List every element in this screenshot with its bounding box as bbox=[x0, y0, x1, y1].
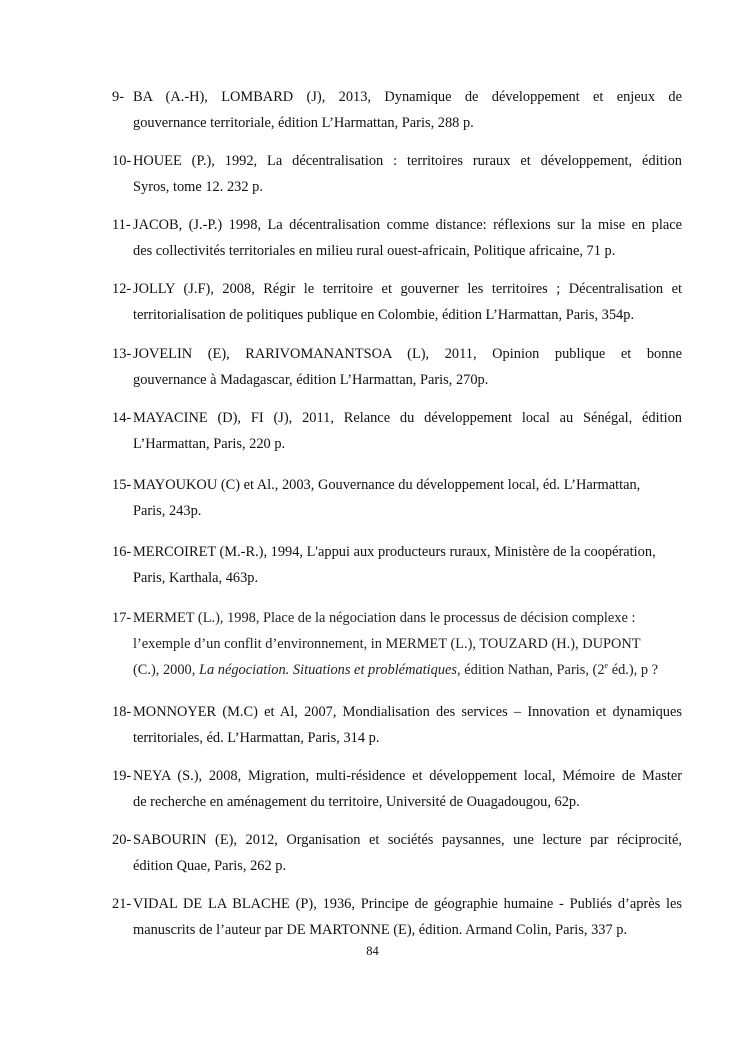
reference-line: Paris, 243p. bbox=[133, 503, 202, 519]
reference-text: éd.), p ? bbox=[608, 662, 659, 678]
reference-number: 18- bbox=[112, 704, 132, 720]
reference-number: 14- bbox=[112, 410, 132, 426]
reference-line: territorialisation de politiques publique en Colombie, édition L’Harmattan, Paris, 354p. bbox=[133, 307, 635, 323]
reference-line: manuscrits de l’auteur par DE MARTONNE (E), édition. Armand Colin, Paris, 337 p. bbox=[133, 922, 628, 938]
reference-entry bbox=[112, 84, 682, 136]
reference-entry bbox=[112, 472, 682, 524]
reference-line: JOLLY (J.F), 2008, Régir le territoire et gouverner les territoires ; Décentralisation et bbox=[133, 281, 682, 297]
reference-number: 17- bbox=[112, 610, 132, 626]
reference-entry bbox=[112, 539, 682, 591]
reference-line: gouvernance à Madagascar, édition L’Harmattan, Paris, 270p. bbox=[133, 372, 489, 388]
reference-number: 20- bbox=[112, 832, 132, 848]
reference-line: territoriales, éd. L’Harmattan, Paris, 314 p. bbox=[133, 730, 380, 746]
reference-number: 10- bbox=[112, 153, 132, 169]
reference-line: MERMET (L.), 1998, Place de la négociation dans le processus de décision complexe : bbox=[133, 610, 636, 626]
reference-line: BA (A.-H), LOMBARD (J), 2013, Dynamique de développement et enjeux de bbox=[133, 89, 682, 105]
reference-entry bbox=[112, 827, 682, 879]
reference-line: NEYA (S.), 2008, Migration, multi-résidence et développement local, Mémoire de Master bbox=[133, 768, 682, 784]
reference-number: 19- bbox=[112, 768, 132, 784]
reference-entry bbox=[112, 405, 682, 457]
reference-line: l’exemple d’un conflit d’environnement, in MERMET (L.), TOUZARD (H.), DUPONT bbox=[133, 636, 641, 652]
reference-number: 11- bbox=[112, 217, 131, 233]
reference-line: MAYOUKOU (C) et Al., 2003, Gouvernance du développement local, éd. L’Harmattan, bbox=[133, 477, 641, 493]
reference-text: , édition Nathan, Paris, (2 bbox=[457, 662, 605, 678]
reference-line: de recherche en aménagement du territoire, Université de Ouagadougou, 62p. bbox=[133, 794, 580, 810]
reference-line: des collectivités territoriales en milieu rural ouest-africain, Politique africaine, 71 p. bbox=[133, 243, 616, 259]
reference-entry bbox=[112, 148, 682, 200]
reference-number: 21- bbox=[112, 896, 132, 912]
reference-entry bbox=[112, 699, 682, 751]
reference-number: 15- bbox=[112, 477, 132, 493]
reference-number: 9- bbox=[112, 89, 124, 105]
reference-number: 13- bbox=[112, 346, 132, 362]
reference-entry bbox=[112, 605, 682, 683]
reference-line: MAYACINE (D), FI (J), 2011, Relance du développement local au Sénégal, édition bbox=[133, 410, 682, 426]
reference-entry bbox=[112, 341, 682, 393]
page-number: 84 bbox=[366, 944, 379, 958]
reference-line: VIDAL DE LA BLACHE (P), 1936, Principe de géographie humaine - Publiés d’après les bbox=[133, 896, 682, 912]
reference-line: MONNOYER (M.C) et Al, 2007, Mondialisation des services – Innovation et dynamiques bbox=[133, 704, 682, 720]
reference-line: Paris, Karthala, 463p. bbox=[133, 570, 259, 586]
reference-line: JACOB, (J.-P.) 1998, La décentralisation comme distance: réflexions sur la mise en place bbox=[133, 217, 682, 233]
reference-line: L’Harmattan, Paris, 220 p. bbox=[133, 436, 286, 452]
reference-line: JOVELIN (E), RARIVOMANANTSOA (L), 2011, Opinion publique et bonne bbox=[133, 346, 682, 362]
reference-text: (C.), 2000, bbox=[133, 662, 199, 678]
superscript: e bbox=[604, 661, 609, 670]
reference-entry bbox=[112, 276, 682, 328]
reference-line: gouvernance territoriale, édition L’Harmattan, Paris, 288 p. bbox=[133, 115, 474, 131]
reference-line: SABOURIN (E), 2012, Organisation et sociétés paysannes, une lecture par réciprocité, bbox=[133, 832, 682, 848]
reference-line-last bbox=[133, 657, 682, 683]
reference-number: 16- bbox=[112, 544, 132, 560]
reference-line: MERCOIRET (M.-R.), 1994, L'appui aux producteurs ruraux, Ministère de la coopération, bbox=[133, 544, 656, 560]
reference-entry bbox=[112, 891, 682, 943]
reference-entry bbox=[112, 212, 682, 264]
reference-line: édition Quae, Paris, 262 p. bbox=[133, 858, 287, 874]
reference-line: Syros, tome 12. 232 p. bbox=[133, 179, 263, 195]
reference-number: 12- bbox=[112, 281, 132, 297]
reference-line: HOUEE (P.), 1992, La décentralisation : territoires ruraux et développement, édition bbox=[133, 153, 682, 169]
reference-title-italic: La négociation. Situations et problématiques bbox=[198, 662, 458, 678]
reference-entry bbox=[112, 763, 682, 815]
